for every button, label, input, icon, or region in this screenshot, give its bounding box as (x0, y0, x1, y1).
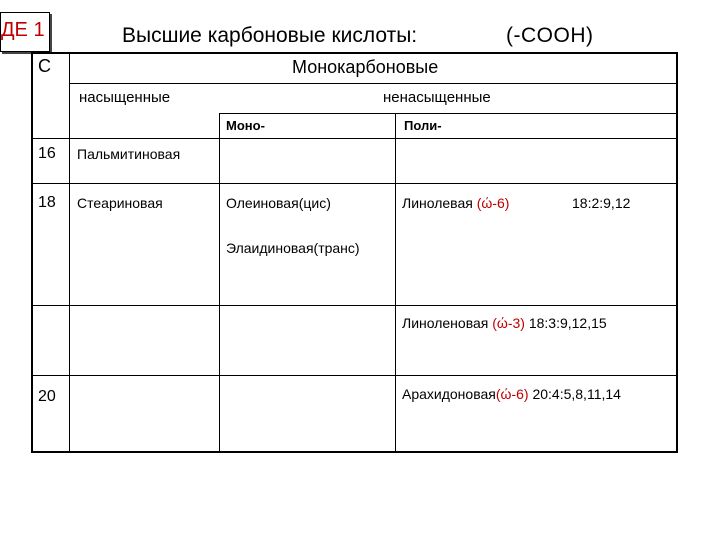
section-badge (0, 12, 50, 52)
table-bottom-border (31, 451, 678, 453)
carbon-count: 20 (38, 388, 56, 405)
header-saturated: насыщенные (79, 89, 171, 106)
carbon-count: 16 (38, 145, 56, 162)
header-unsaturated: ненасыщенные (383, 89, 491, 106)
elaidic-name: Элаидиновая (226, 240, 314, 256)
linolenic-omega: (ώ-3) (492, 315, 525, 331)
oleic-name: Олеиновая (226, 195, 299, 211)
linoleic-omega: (ώ-6) (476, 195, 510, 211)
header-monocarboxylic: Монокарбоновые (292, 57, 439, 77)
acid-name-oleic (226, 195, 331, 211)
page-title: Высшие карбоновые кислоты: (122, 24, 418, 47)
table-right-border (676, 52, 678, 453)
linoleic-formula: 18:2:9,12 (572, 195, 631, 211)
row-divider (31, 138, 676, 139)
acid-name-arachidonic (402, 386, 621, 402)
row-divider (31, 375, 676, 376)
row-divider (219, 113, 676, 114)
table-left-border (31, 52, 33, 453)
arachidonic-formula: 20:4:5,8,11,14 (532, 386, 621, 402)
oleic-isomer: (цис) (298, 195, 331, 211)
acid-name-stearic: Стеариновая (77, 195, 163, 211)
elaidic-isomer: (транс) (313, 240, 360, 256)
col-divider (395, 113, 396, 452)
header-mono: Моно- (226, 118, 265, 133)
acid-name-elaidic (226, 240, 360, 256)
carbon-count: 18 (38, 194, 56, 211)
acid-name-palmitic: Пальмитиновая (77, 146, 181, 162)
col-divider (219, 113, 220, 452)
linolenic-name: Линоленовая (402, 315, 489, 331)
acid-name-linoleic (402, 195, 509, 211)
carboxyl-formula: (-COOH) (506, 24, 594, 47)
col-divider (69, 52, 70, 452)
header-poly: Поли- (404, 118, 442, 133)
row-divider (31, 183, 676, 184)
acid-name-linolenic (402, 315, 607, 331)
arachidonic-name: Арахидоновая (402, 386, 496, 402)
row-divider (70, 83, 676, 84)
table-top-border (31, 52, 678, 54)
section-badge-label: ДЕ 1 (1, 19, 45, 41)
arachidonic-omega: (ώ-6) (495, 386, 529, 402)
header-carbon: С (38, 56, 51, 76)
linoleic-name: Линолевая (402, 195, 473, 211)
row-divider (31, 305, 676, 306)
linolenic-formula: 18:3:9,12,15 (528, 315, 607, 331)
